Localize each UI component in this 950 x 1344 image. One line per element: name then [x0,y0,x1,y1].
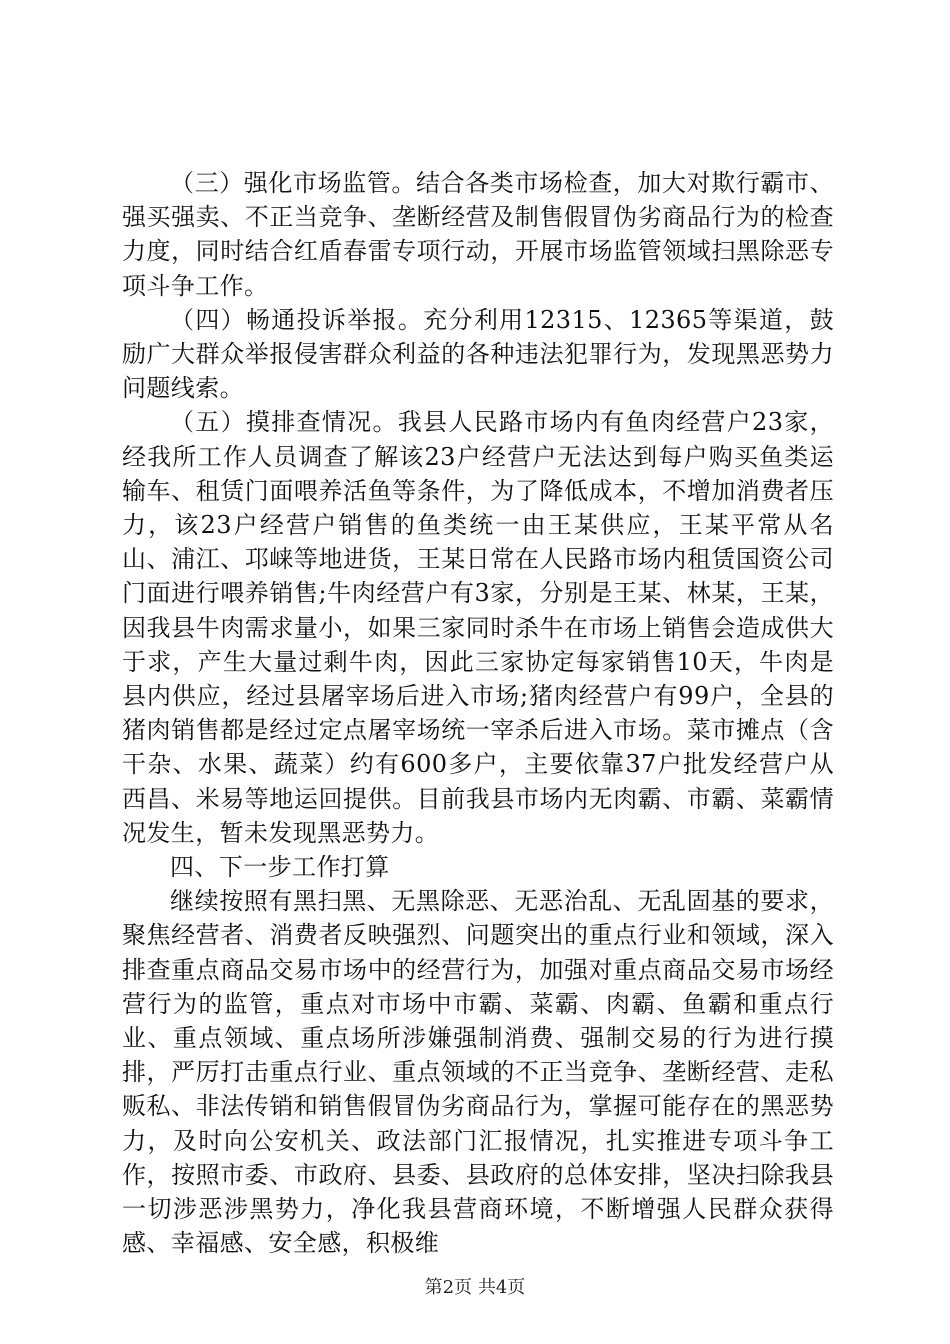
section-heading-next-steps: 四、下一步工作打算 [170,853,390,882]
paragraph-next-steps: 继续按照有黑扫黑、无黑除恶、无恶治乱、无乱固基的要求，聚焦经营者、消费者反映强烈、问题突出的重点行业和领域，深入排查重点商品交易市场中的经营行为，加强对重点商品交易市场经营行为的监管，重点对市场中市霸、菜霸、肉霸、鱼霸和重点行业、重点领域、重点场所涉嫌强制消费、强制交易的行为进行摸排，严厉打击重点行业、重点领域的不正当竞争、垄断经营、走私贩私、非法传销和销售假冒伪劣商品行为，掌握可能存在的黑恶势力，及时向公安机关、政法部门汇报情况，扎实推进专项斗争工作，按照市委、市政府、县委、县政府的总体安排，坚决扫除我县一切涉恶涉黑势力，净化我县营商环境，不断增强人民群众获得感、幸福感、安全感，积极维 [122,887,834,1258]
paragraph-complaint-reporting: （四）畅通投诉举报。充分利用12315、12365等渠道，鼓励广大群众举报侵害群众利益的各种违法犯罪行为，发现黑恶势力问题线索。 [122,305,834,403]
document-body [122,166,834,1261]
paragraph-market-supervision: （三）强化市场监管。结合各类市场检查，加大对欺行霸市、强买强卖、不正当竞争、垄断经营及制售假冒伪劣商品行为的检查力度，同时结合红盾春雷专项行动，开展市场监管领域扫黑除恶专项斗争工作。 [122,169,834,300]
paragraph-investigation-status: （五）摸排查情况。我县人民路市场内有鱼肉经营户23家，经我所工作人员调查了解该23户经营户无法达到每户购买鱼类运输车、租赁门面喂养活鱼等条件，为了降低成本，不增加消费者压力，该23户经营户销售的鱼类统一由王某供应，王某平常从名山、浦江、邛崃等地进货，王某日常在人民路市场内租赁国资公司门面进行喂养销售;牛肉经营户有3家，分别是王某、林某，王某，因我县牛肉需求量小，如果三家同时杀牛在市场上销售会造成供大于求，产生大量过剩牛肉，因此三家协定每家销售10天，牛肉是县内供应，经过县屠宰场后进入市场;猪肉经营户有99户，全县的猪肉销售都是经过定点屠宰场统一宰杀后进入市场。菜市摊点（含干杂、水果、蔬菜）约有600多户，主要依靠37户批发经营户从西昌、米易等地运回提供。目前我县市场内无肉霸、市霸、菜霸情况发生，暂未发现黑恶势力。 [122,408,834,847]
page-number-footer: 第2页 共4页 [424,1277,526,1298]
